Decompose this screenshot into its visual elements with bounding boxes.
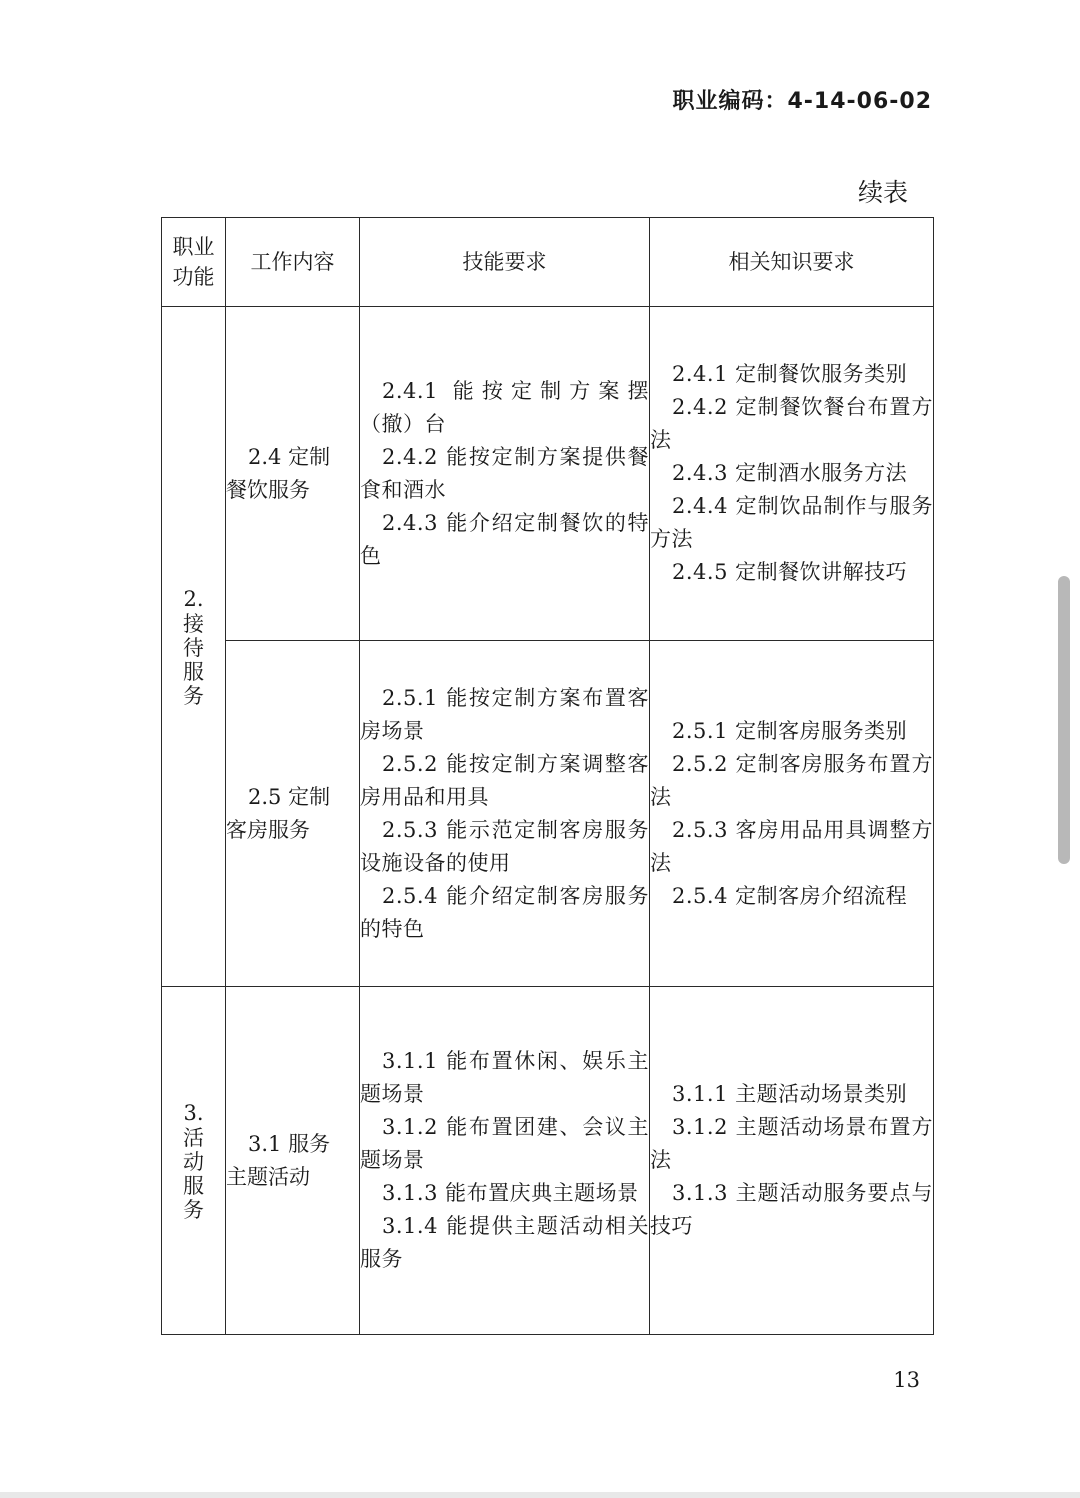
function-number: 2.	[183, 586, 204, 611]
skill-item: 3.1.4 能提供主题活动相关服务	[360, 1214, 649, 1271]
skill-item: 3.1.1 能布置休闲、娱乐主题场景	[360, 1049, 649, 1106]
header-function-line-1: 职业	[172, 235, 215, 259]
work-content-cell	[226, 307, 360, 641]
knowledge-cell	[650, 307, 934, 641]
skill-item: 2.4.1 能按定制方案摆（撤）台	[360, 378, 649, 436]
work-content-cell	[226, 641, 360, 987]
header-knowledge: 相关知识要求	[650, 218, 934, 307]
knowledge-item: 2.4.4 定制饮品制作与服务方法	[650, 494, 933, 551]
work-content-line: 主题活动	[226, 1164, 310, 1189]
function-cell	[162, 307, 226, 987]
knowledge-item: 2.4.5 定制餐饮讲解技巧	[672, 560, 908, 584]
page-bottom-edge	[0, 1492, 1080, 1498]
knowledge-item: 3.1.2 主题活动场景布置方法	[650, 1115, 933, 1172]
skill-item: 3.1.3 能布置庆典主题场景	[382, 1181, 639, 1205]
skill-item: 3.1.2 能布置团建、会议主题场景	[360, 1115, 649, 1172]
function-cell	[162, 987, 226, 1335]
knowledge-item: 3.1.1 主题活动场景类别	[672, 1082, 908, 1106]
knowledge-item: 2.5.3 客房用品用具调整方法	[650, 817, 933, 875]
knowledge-item: 2.4.3 定制酒水服务方法	[672, 461, 908, 485]
knowledge-item: 2.5.1 定制客房服务类别	[672, 718, 908, 743]
knowledge-cell	[650, 641, 934, 987]
function-name: 活动服务	[183, 1125, 204, 1222]
header-function-line-2: 功能	[172, 265, 215, 289]
skills-cell	[360, 641, 650, 987]
knowledge-cell	[650, 987, 934, 1335]
knowledge-item: 2.4.1 定制餐饮服务类别	[672, 362, 908, 386]
occupation-code: 职业编码：4-14-06-02	[672, 89, 932, 114]
work-content-line: 2.4 定制	[248, 444, 331, 469]
work-content-cell	[226, 987, 360, 1335]
work-content-line: 3.1 服务	[248, 1131, 331, 1156]
work-content-line: 餐饮服务	[226, 477, 310, 502]
knowledge-item: 3.1.3 主题活动服务要点与技巧	[650, 1181, 933, 1238]
table-header-row	[162, 218, 934, 307]
skill-item: 2.4.3 能介绍定制餐饮的特色	[360, 510, 649, 568]
vertical-scrollbar[interactable]	[1058, 576, 1070, 864]
function-number: 3.	[183, 1100, 204, 1125]
function-name: 接待服务	[183, 611, 204, 708]
continued-table-label: 续表	[857, 178, 908, 207]
table-row	[162, 307, 934, 641]
knowledge-item: 2.5.4 定制客房介绍流程	[672, 883, 908, 908]
skills-cell	[360, 307, 650, 641]
skill-item: 2.5.4 能介绍定制客房服务的特色	[360, 883, 649, 941]
page-number: 13	[893, 1368, 920, 1392]
occupation-spec-table	[161, 217, 934, 1335]
skill-item: 2.5.2 能按定制方案调整客房用品和用具	[360, 751, 649, 809]
table-row	[162, 987, 934, 1335]
skills-cell	[360, 987, 650, 1335]
table-row	[162, 641, 934, 987]
header-skills: 技能要求	[360, 218, 650, 307]
knowledge-item: 2.5.2 定制客房服务布置方法	[650, 751, 933, 809]
skill-item: 2.4.2 能按定制方案提供餐食和酒水	[360, 444, 649, 502]
skill-item: 2.5.3 能示范定制客房服务设施设备的使用	[360, 817, 649, 875]
skill-item: 2.5.1 能按定制方案布置客房场景	[360, 685, 649, 743]
header-function	[162, 218, 226, 307]
work-content-line: 客房服务	[226, 817, 310, 842]
knowledge-item: 2.4.2 定制餐饮餐台布置方法	[650, 395, 933, 452]
header-work-content: 工作内容	[226, 218, 360, 307]
work-content-line: 2.5 定制	[248, 784, 331, 809]
